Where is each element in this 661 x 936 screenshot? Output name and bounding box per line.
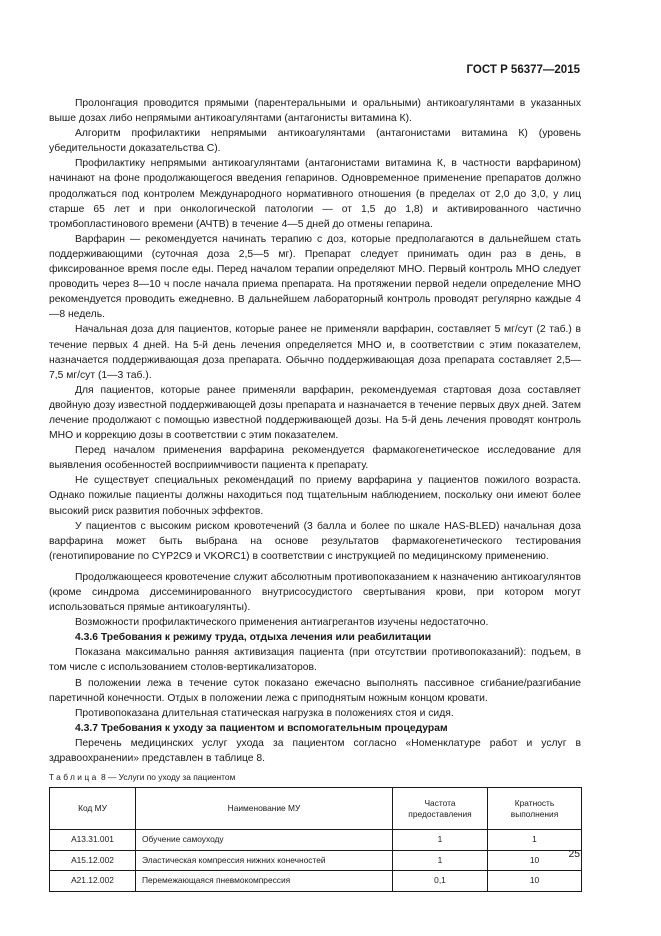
- paragraph: У пациентов с высоким риском кровотечений (3 балла и более по шкале HAS-BLED) начальная доза варфарина может быть выбрана на основе результатов фармакогенетического тестирования (генотипирование по CYP2C9 и VKORC1) в соответствии с инструкцией по медицинскому применению.: [49, 520, 581, 562]
- header-frequency: Частота предоставления: [393, 788, 488, 830]
- document-body: [49, 96, 581, 892]
- table-row: [50, 871, 582, 892]
- cell-multiplicity: 10: [488, 850, 582, 871]
- paragraph: Начальная доза для пациентов, которые ранее не применяли варфарин, составляет 5 мг/сут (2 таб.) в течение первых 4 дней. На 5-й день лечения определяется МНО и, в соответствии с этим показателем, назначается поддерживающая доза препарата. Обычно поддерживающая доза препарата составляет 2,5—7,5 мг/сут (1—3 таб.).: [49, 324, 581, 381]
- table-row: [50, 830, 582, 851]
- services-table: [49, 787, 582, 892]
- cell-code: A15.12.002: [50, 850, 136, 871]
- cell-code: A13.31.001: [50, 830, 136, 851]
- cell-frequency: 1: [393, 830, 488, 851]
- table-caption: [49, 772, 581, 783]
- page-number: 25: [568, 849, 580, 860]
- cell-name: Эластическая компрессия нижних конечностей: [136, 850, 393, 871]
- header-name: Наименование МУ: [136, 788, 393, 830]
- paragraph: Профилактику непрямыми антикоагулянтами (антагонистами витамина К, в частности варфарином) начинают на фоне продолжающегося введения гепаринов. Одновременное применение препаратов должно продолжаться под контролем Международного нормативного отношения (в пределах от 2,0 до 3,0, у лиц старше 65 лет и при онкологической патологии — от 1,5 до 1,8) и активированного частично тромбопластинового времени (АЧТВ) в течение 4—5 дней до отмены гепарина.: [49, 158, 581, 230]
- cell-multiplicity: 1: [488, 830, 582, 851]
- section-heading-4-3-7: 4.3.7 Требования к уходу за пациентом и вспомогательным процедурам: [75, 722, 448, 734]
- cell-frequency: 1: [393, 850, 488, 871]
- table-caption-title: 8 — Услуги по уходу за пациентом: [100, 772, 236, 783]
- paragraph: Перечень медицинских услуг ухода за пациентом согласно «Номенклатуре работ и услуг в здравоохранении» представлен в таблице 8.: [49, 737, 581, 765]
- document-standard-number: ГОСТ Р 56377—2015: [466, 64, 580, 76]
- cell-frequency: 0,1: [393, 871, 488, 892]
- paragraph: В положении лежа в течение суток показано ежечасно выполнять пассивное сгибание/разгибание паретичной конечности. Отдых в положении лежа с приподнятым ножным концом кровати.: [49, 677, 581, 704]
- paragraph: Перед началом применения варфарина рекомендуется фармакогенетическое исследование для выявления особенностей восприимчивости пациента к препарату.: [49, 445, 581, 472]
- paragraph: Возможности профилактического применения антиагрегантов изучены недостаточно.: [75, 617, 489, 629]
- paragraph: Продолжающееся кровотечение служит абсолютным противопоказанием к назначению антикоагулянтов (кроме синдрома диссеминированного внутрисосудистого свертывания крови, при котором могут использоваться прямые антикоагулянты).: [49, 571, 581, 614]
- paragraph: Показана максимально ранняя активизация пациента (при отсутствии противопоказаний): подъем, в том числе с использованием столов-вертикализаторов.: [49, 647, 581, 674]
- cell-name: Перемежающаяся пневмокомпрессия: [136, 871, 393, 892]
- header-code: Код МУ: [50, 788, 136, 830]
- paragraph: Пролонгация проводится прямыми (парентеральными и оральными) антикоагулянтами в указанных выше дозах либо непрямыми антикоагулянтами (антагонисты витамина К).: [49, 98, 581, 125]
- cell-name: Обучение самоуходу: [136, 830, 393, 851]
- table-header-row: [50, 788, 582, 830]
- header-multiplicity: Кратность выполнения: [488, 788, 582, 830]
- paragraph: Не существует специальных рекомендаций по приему варфарина у пациентов пожилого возраста. Однако пожилые пациенты должны находиться под тщательным наблюдением, поскольку они имеют более высокий риск развития побочных эффектов.: [49, 475, 581, 517]
- table-caption-label: Таблица: [49, 772, 99, 783]
- table-row: [50, 850, 582, 871]
- paragraph: Для пациентов, которые ранее применяли варфарин, рекомендуемая стартовая доза составляет двойную дозу известной поддерживающей дозы препарата и назначается в течение первых двух дней. Затем лечение продолжают с помощью известной поддерживающей дозы. На 5-й день лечения проводят контроль МНО и коррекцию дозы в соответствии с этим показателем.: [49, 384, 581, 442]
- paragraph: Алгоритм профилактики непрямыми антикоагулянтами (антагонистами витамина К) (уровень убедительности доказательства С).: [49, 128, 581, 155]
- section-heading-4-3-6: 4.3.6 Требования к режиму труда, отдыха лечения или реабилитации: [75, 632, 432, 644]
- cell-multiplicity: 10: [488, 871, 582, 892]
- cell-code: A21.12.002: [50, 871, 136, 892]
- paragraph: Варфарин — рекомендуется начинать терапию с доз, которые предполагаются в дальнейшем стать поддерживающими (суточная доза 2,5—5 мг). Препарат следует принимать один раз в день, в фиксированное время после еды. Перед началом терапии определяют МНО. Первый контроль МНО следует проводить через 8—10 ч после начала приема препарата. На протяжении первой недели определение МНО рекомендуется проводить ежедневно. В дальнейшем лабораторный контроль проводят регулярно каждые 4—8 недель.: [49, 233, 581, 321]
- paragraph: Противопоказана длительная статическая нагрузка в положениях стоя и сидя.: [75, 707, 454, 719]
